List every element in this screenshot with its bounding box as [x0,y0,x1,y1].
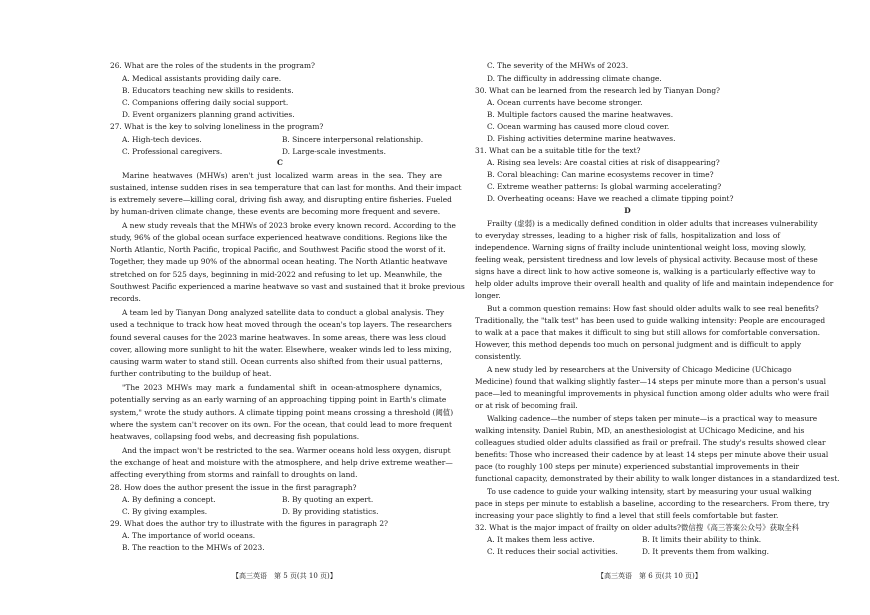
passage-c-line: found several causes for the 2023 marine heatwaves. In some areas, there was less cloud [110,333,447,342]
option-30b: B. Multiple factors caused the marine heatwaves. [487,110,674,119]
passage-c-line: the exchange of heat and moisture with the atmosphere, and help drive extreme weather— [110,458,453,467]
passage-d-line: signs have a direct link to how active someone is, walking is a particularly effective way to [475,267,816,276]
passage-c-line: "The 2023 MHWs may mark a fundamental shift in ocean-atmosphere dynamics, [122,383,442,392]
passage-c-line: sustained, intense sudden rises in sea temperature that can last for months. And their impact [110,183,462,192]
passage-d-line: consistently. [475,352,522,361]
option-28c: C. By giving examples. [122,507,208,516]
passage-d-line: Walking cadence—the number of steps taken per minute—is a practical way to measure [487,414,818,423]
question-31: 31. What can be a suitable title for the text? [475,146,641,155]
option-27a: A. High-tech devices. [122,135,202,144]
passage-c-line: system," wrote the study authors. A climate tipping point means crossing a threshold (阈值) [110,408,454,417]
option-31c: C. Extreme weather patterns: Is global warming accelerating? [487,182,722,191]
question-28: 28. How does the author present the issue in the first paragraph? [110,483,357,492]
option-30a: A. Ocean currents have become stronger. [487,98,643,107]
passage-d-line: colleagues studied older adults classified as frail or prefrail. The study's results showed clear [475,438,826,447]
passage-d-line: increasing your pace slightly to find a level that still feels comfortable but faster. [475,511,779,520]
passage-c-line: used a technique to track how heat moved through the ocean's top layers. The researchers [110,320,452,329]
passage-d-line: pace—led to meaningful improvements in physical function among older adults who were frail [475,389,830,398]
question-26: 26. What are the roles of the students in the program? [110,61,315,70]
passage-c-line: Together, they made up 90% of the abnormal ocean heating. The North Atlantic heatwave [110,257,448,266]
option-26b: B. Educators teaching new skills to residents. [122,86,294,95]
passage-c-line: And the impact won't be restricted to the sea. Warmer oceans hold less oxygen, disrupt [122,446,451,455]
passage-d-line: to walk at a pace that makes it difficult to sing but still allows for comfortable conversation. [475,328,820,337]
question-27: 27. What is the key to solving loneliness in the program? [110,122,324,131]
section-heading-d: D [624,206,631,215]
option-28b: B. By quoting an expert. [282,495,374,504]
passage-d-line: But a common question remains: How fast should older adults walk to see real benefits? [487,304,819,313]
passage-c-line: affecting everything from storms and rainfall to droughts on land. [110,470,358,479]
passage-d-line: However, this method depends too much on personal judgment and is difficult to apply [475,340,802,349]
option-29a: A. The importance of world oceans. [122,531,256,540]
passage-c-line: A new study reveals that the MHWs of 2023 broke every known record. According to the [122,221,456,230]
passage-c-line: causing warm water to stand still. Ocean currents also shifted from their usual patterns, [110,357,443,366]
passage-d-line: independence. Warning signs of frailty include unintentional weight loss, moving slowly, [475,243,807,252]
option-29c: C. The severity of the MHWs of 2023. [487,61,629,70]
option-26c: C. Companions offering daily social support. [122,98,289,107]
option-30c: C. Ocean warming has caused more cloud cover. [487,122,670,131]
section-heading-c: C [277,158,283,167]
passage-c-line: by human-driven climate change, these events are becoming more frequent and severe. [110,207,441,216]
passage-d-line: to everyday stresses, leading to a higher risk of falls, hospitalization and loss of [475,231,780,240]
passage-c-line: study, 96% of the global ocean surface experienced heatwave conditions. Regions like the [110,233,448,242]
option-32d: D. It prevents them from walking. [642,547,769,556]
passage-d-line: benefits: Those who increased their cadence by at least 14 steps per minute above their usual [475,450,829,459]
passage-c-line: Southwest Pacific experienced a marine heatwave so vast and sustained that it broke previous [110,282,465,291]
passage-d-line: or at risk of becoming frail. [475,401,578,410]
option-31b: B. Coral bleaching: Can marine ecosystems recover in time? [487,170,714,179]
page-footer-right: 【高三英语 第 6 页(共 10 页)】 [597,572,702,580]
passage-d-line: Medicine) found that walking slightly faster—14 steps per minute more than a person's usual [475,377,826,386]
passage-c-line: heatwaves, collapsing food webs, and decreasing fish populations. [110,432,360,441]
option-31a: A. Rising sea levels: Are coastal cities at risk of disappearing? [487,158,720,167]
page-footer-left: 【高三英语 第 5 页(共 10 页)】 [232,572,337,580]
option-27b: B. Sincere interpersonal relationship. [282,135,424,144]
passage-c-line: A team led by Tianyan Dong analyzed satellite data to conduct a global analysis. They [122,308,445,317]
passage-d-line: help older adults improve their overall health and quality of life and maintain independence for [475,279,834,288]
option-27c: C. Professional caregivers. [122,147,223,156]
question-32: 32. What is the major impact of frailty on older adults?微信搜《高三答案公众号》获取全科 [475,523,800,532]
option-29b: B. The reaction to the MHWs of 2023. [122,543,265,552]
option-31d: D. Overheating oceans: Have we reached a climate tipping point? [487,194,734,203]
passage-c-line: North Atlantic, North Pacific, tropical Pacific, and Southwest Pacific stood the worst of it. [110,245,446,254]
right-page-column [475,0,840,615]
passage-d-line: longer. [475,291,501,300]
passage-d-line: functional capacity, demonstrated by their ability to walk longer distances in a standardized test. [475,474,840,483]
option-26d: D. Event organizers planning grand activities. [122,110,295,119]
option-32c: C. It reduces their social activities. [487,547,618,556]
passage-d-line: A new study led by researchers at the University of Chicago Medicine (UChicago [487,365,792,374]
option-28d: D. By providing statistics. [282,507,379,516]
passage-c-line: cover, allowing more sunlight to hit the water. Elsewhere, weaker winds led to less mixing, [110,345,452,354]
passage-d-line: walking intensity. Daniel Rubin, MD, an anesthesiologist at UChicago Medicine, and his [475,426,805,435]
option-27d: D. Large-scale investments. [282,147,386,156]
passage-d-line: Frailty (虚弱) is a medically defined condition in older adults that increases vulnerability [487,219,818,228]
passage-c-line: stretched on for 525 days, beginning in mid-2022 and refusing to let up. Meanwhile, the [110,270,442,279]
option-32a: A. It makes them less active. [487,535,595,544]
question-29: 29. What does the author try to illustrate with the figures in paragraph 2? [110,519,389,528]
passage-d-line: feeling weak, persistent tiredness and low levels of physical activity. Because most of these [475,255,818,264]
option-28a: A. By defining a concept. [122,495,216,504]
passage-c-line: potentially serving as an early warning of an approaching tipping point in Earth's climate [110,395,447,404]
passage-c-line: records. [110,294,141,303]
left-page-column [110,0,465,615]
option-26a: A. Medical assistants providing daily care. [122,74,282,83]
passage-c-line: Marine heatwaves (MHWs) aren't just localized warm areas in the sea. They are [122,171,442,180]
question-30: 30. What can be learned from the research led by Tianyan Dong? [475,86,721,95]
passage-d-line: Traditionally, the "talk test" has been used to guide walking intensity: People are encouraged [475,316,826,325]
passage-d-line: pace in steps per minute to establish a baseline, according to the researchers. From there, try [475,499,830,508]
passage-c-line: where the system can't recover on its own. For the ocean, that could lead to more frequent [110,420,453,429]
passage-c-line: is extremely severe—killing coral, driving fish away, and disrupting entire fisheries. Fueled [110,195,452,204]
passage-d-line: To use cadence to guide your walking intensity, start by measuring your usual walking [487,487,812,496]
passage-d-line: pace (to roughly 100 steps per minute) experienced substantial improvements in their [475,462,799,471]
passage-c-line: further contributing to the buildup of heat. [110,369,272,378]
option-30d: D. Fishing activities determine marine heatwaves. [487,134,676,143]
option-32b: B. It limits their ability to think. [642,535,762,544]
option-29d: D. The difficulty in addressing climate change. [487,74,662,83]
